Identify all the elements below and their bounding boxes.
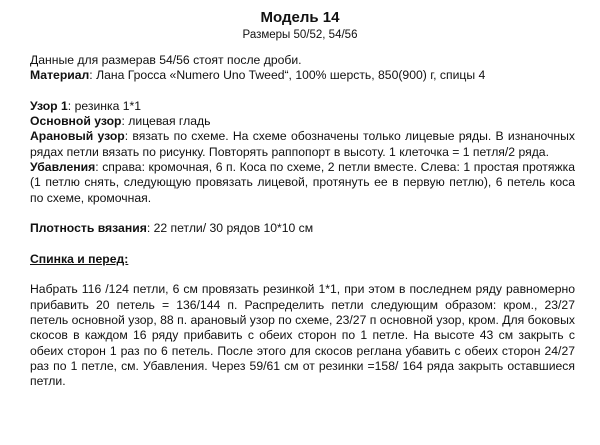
- gauge-label: Плотность вязания: [30, 221, 147, 236]
- intro-line: Данные для размерав 54/56 стоят после дроби.: [30, 53, 302, 67]
- gauge-text: : 22 петли/ 30 рядов 10*10 см: [146, 221, 314, 236]
- decreases-paragraph: [30, 160, 575, 206]
- main-pattern-line: [30, 114, 575, 129]
- aran-pattern-label: Арановый узор: [30, 129, 125, 144]
- pattern1-label: Узор 1: [30, 98, 68, 113]
- pattern1-line: [30, 99, 575, 114]
- model-title: Модель 14: [260, 9, 340, 26]
- back-front-heading: Спинка и перед:: [30, 251, 129, 266]
- main-pattern-label: Основной узор: [30, 114, 122, 129]
- spacer: [30, 267, 575, 282]
- material-text: : Лана Гросса «Numero Uno Tweed“, 100% шерсть, 850(900) г, спицы 4: [89, 68, 486, 83]
- back-front-paragraph: Набрать 116 /124 петли, 6 см провязать резинкой 1*1, при этом в последнем ряду равномерно прибавить 20 петель = 136/144 п. Распределить петли следующим образом: кром., 23/27 петель основной узор, 88 п. арановый узор по схеме, 23/27 п основной узор, кром. Для боковых скосов в каждом 16 ряду прибавить с обеих сторон по 1 петле. На высоте 43 см закрыть с обеих сторон 1 раз по 6 петель. После этого для скосов реглана убавить с обеих сторон 24/27 раз по 1 петле, см. Убавления. Через 59/61 см от резинки =158/ 164 ряда закрыть оставшиеся петли.: [30, 282, 575, 389]
- spacer: [30, 237, 575, 252]
- decreases-label: Убавления: [30, 160, 96, 175]
- material-line: [30, 68, 575, 83]
- material-label: Материал: [30, 68, 90, 83]
- gauge-line: [30, 221, 575, 236]
- aran-pattern-paragraph: [30, 129, 575, 160]
- main-pattern-text: : лицевая гладь: [121, 114, 211, 129]
- spacer: [30, 206, 575, 221]
- decreases-text: : справа: кромочная, 6 п. Коса по схеме, 2 петли вместе. Слева: 1 простая протяжка (1 петлю снять, следующую провязать лицевой, протянуть ее в первую петлю), 6 петель коса по схеме, кромочная.: [30, 160, 575, 205]
- pattern1-text: : резинка 1*1: [67, 98, 142, 113]
- spacer: [30, 84, 575, 99]
- sizes-subtitle: Размеры 50/52, 54/56: [242, 29, 358, 41]
- pattern-content: [30, 53, 575, 390]
- back-front-heading-line: [30, 252, 575, 267]
- aran-pattern-text: : вязать по схеме. На схеме обозначены только лицевые ряды. В изнаночных рядах петли вязать по рисунку. Повторять раппопорт в высоту. 1 клеточка = 1 петля/2 ряда.: [30, 129, 575, 159]
